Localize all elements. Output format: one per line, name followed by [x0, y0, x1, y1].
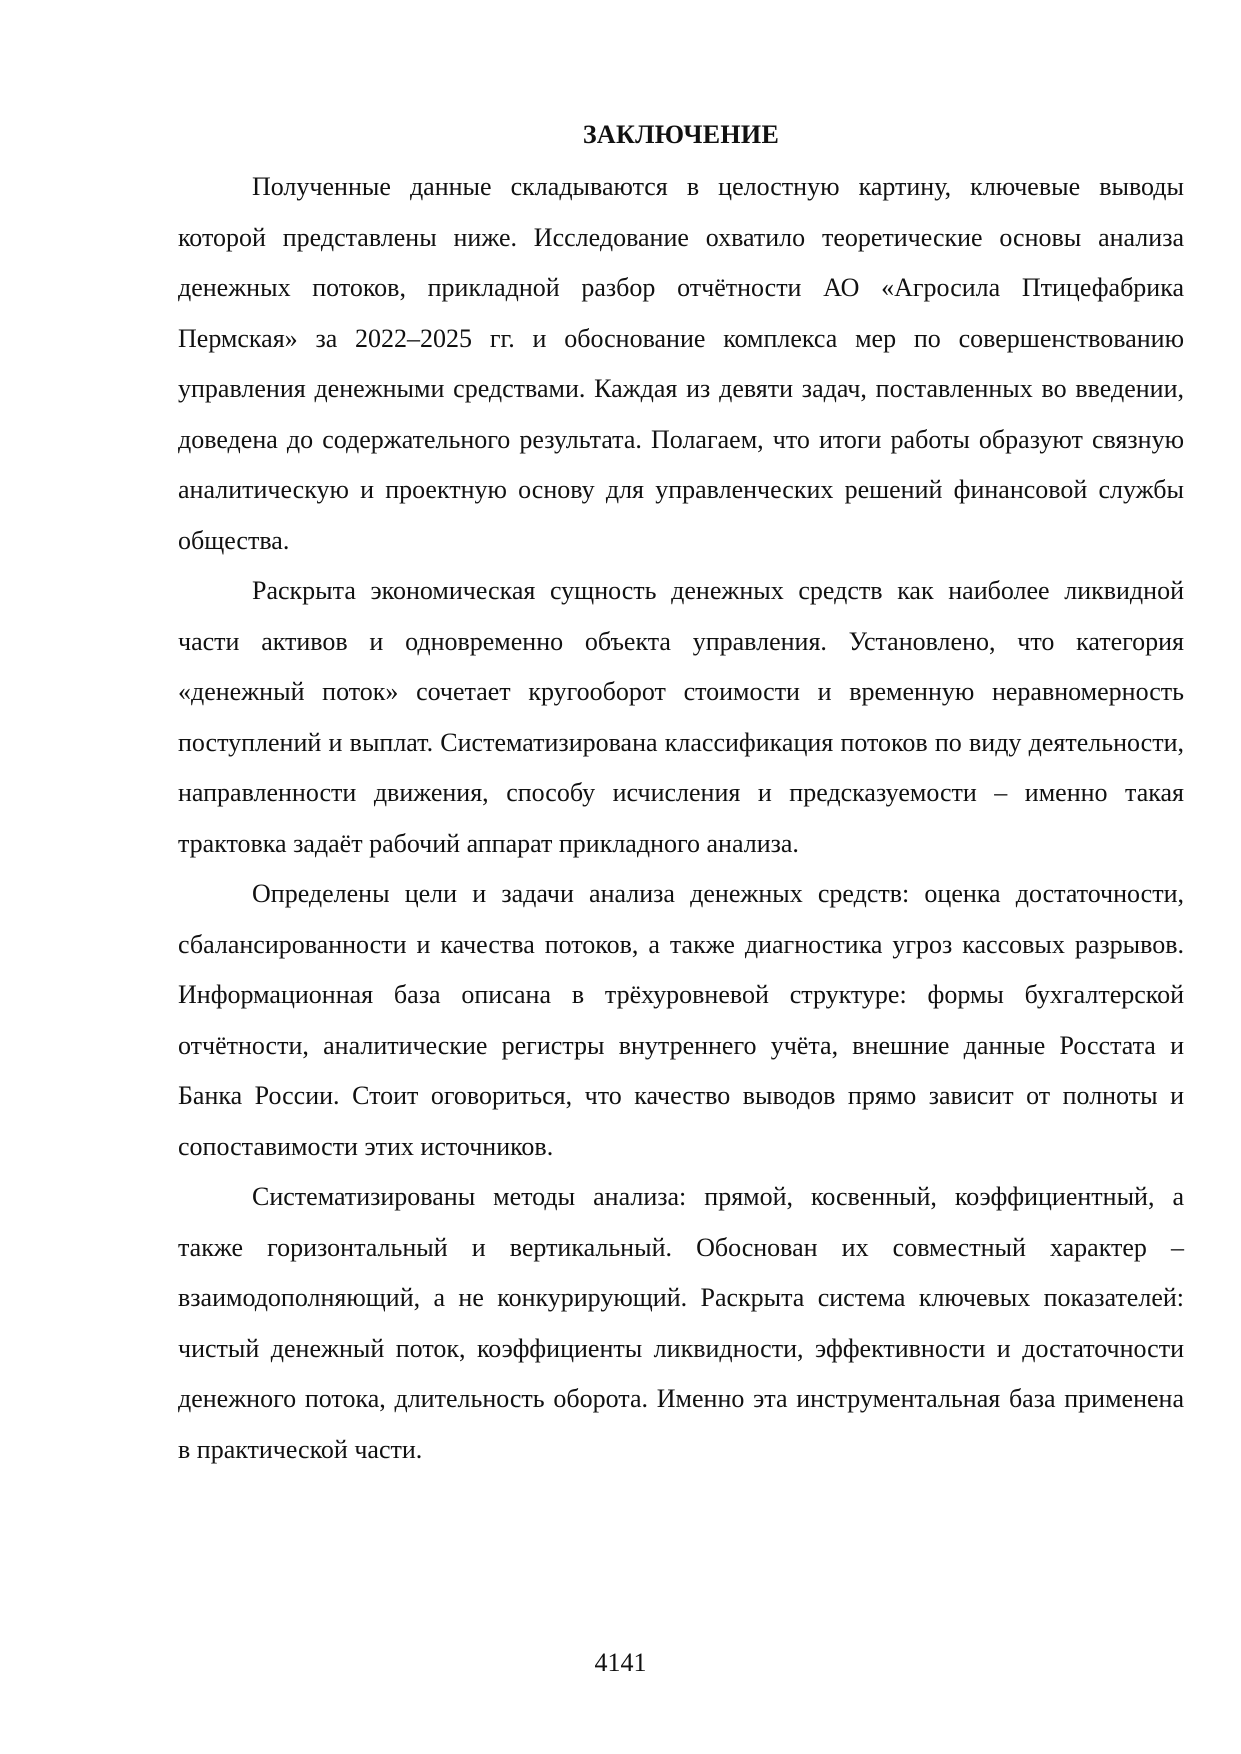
- page-number: 4141: [594, 1648, 647, 1677]
- paragraph-4: Систематизированы методы анализа: прямой, косвенный, коэффициентный, а также горизонтальный и вертикальный. Обоснован их совместный характер – взаимодополняющий, а не конкурирующий. Раскрыта система ключевых показателей: чистый денежный поток, коэффициенты ликвидности, эффективности и достаточности денежного потока, длительность оборота. Именно эта инструментальная база применена в практической части.: [178, 1182, 1184, 1464]
- paragraph-2: Раскрыта экономическая сущность денежных средств как наиболее ликвидной части активов и одновременно объекта управления. Установлено, что категория «денежный поток» сочетает кругооборот стоимости и временную неравномерность поступлений и выплат. Систематизирована классификация потоков по виду деятельности, направленности движения, способу исчисления и предсказуемости – именно такая трактовка задаёт рабочий аппарат прикладного анализа.: [178, 576, 1184, 858]
- paragraph-1: Полученные данные складываются в целостную картину, ключевые выводы которой представлены ниже. Исследование охватило теоретические основы анализа денежных потоков, прикладной разбор отчётности АО «Агросила Птицефабрика Пермская» за 2022–2025 гг. и обоснование комплекса мер по совершенствованию управления денежными средствами. Каждая из девяти задач, поставленных во введении, доведена до содержательного результата. Полагаем, что итоги работы образуют связную аналитическую и проектную основу для управленческих решений финансовой службы общества.: [178, 172, 1184, 555]
- section-title: ЗАКЛЮЧЕНИЕ: [582, 120, 780, 149]
- page-content: [178, 116, 1184, 1475]
- paragraph-3: Определены цели и задачи анализа денежных средств: оценка достаточности, сбалансированности и качества потоков, а также диагностика угроз кассовых разрывов. Информационная база описана в трёхуровневой структуре: формы бухгалтерской отчётности, аналитические регистры внутреннего учёта, внешние данные Росстата и Банка России. Стоит оговориться, что качество выводов прямо зависит от полноты и сопоставимости этих источников.: [178, 879, 1184, 1161]
